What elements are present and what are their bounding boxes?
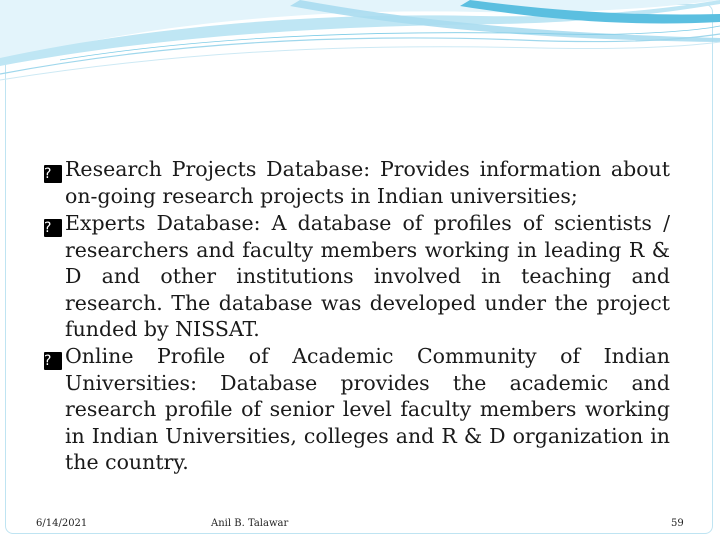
slide-body [44, 156, 670, 476]
bullet-text: Experts Database: A database of profiles of scientists / researchers and faculty members working in leading R & D and other institutions involved in teaching and research. The database was developed under the project funded by NISSAT. [65, 210, 670, 341]
swoosh-line-3 [60, 26, 720, 60]
bullet-online-profile [44, 343, 670, 476]
bullet-marker-icon: ? [44, 352, 62, 370]
bullet-marker-icon: ? [44, 219, 62, 237]
bullet-marker-icon: ? [44, 165, 62, 183]
bullet-research-projects-database [44, 156, 670, 210]
page-number: 59 [671, 518, 684, 529]
header-swoosh-decoration [0, 0, 720, 100]
bullet-text: Online Profile of Academic Community of Indian Universities: Database provides the academic and research profile of senior level faculty members working in Indian Universities, colleges and R & D organization in the country. [65, 343, 670, 474]
footer-date: 6/14/2021 [36, 518, 88, 529]
bullet-text: Research Projects Database: Provides information about on-going research projects in Indian universities; [65, 157, 670, 208]
footer-author: Anil B. Talawar [211, 518, 289, 529]
bullet-experts-database [44, 210, 670, 343]
